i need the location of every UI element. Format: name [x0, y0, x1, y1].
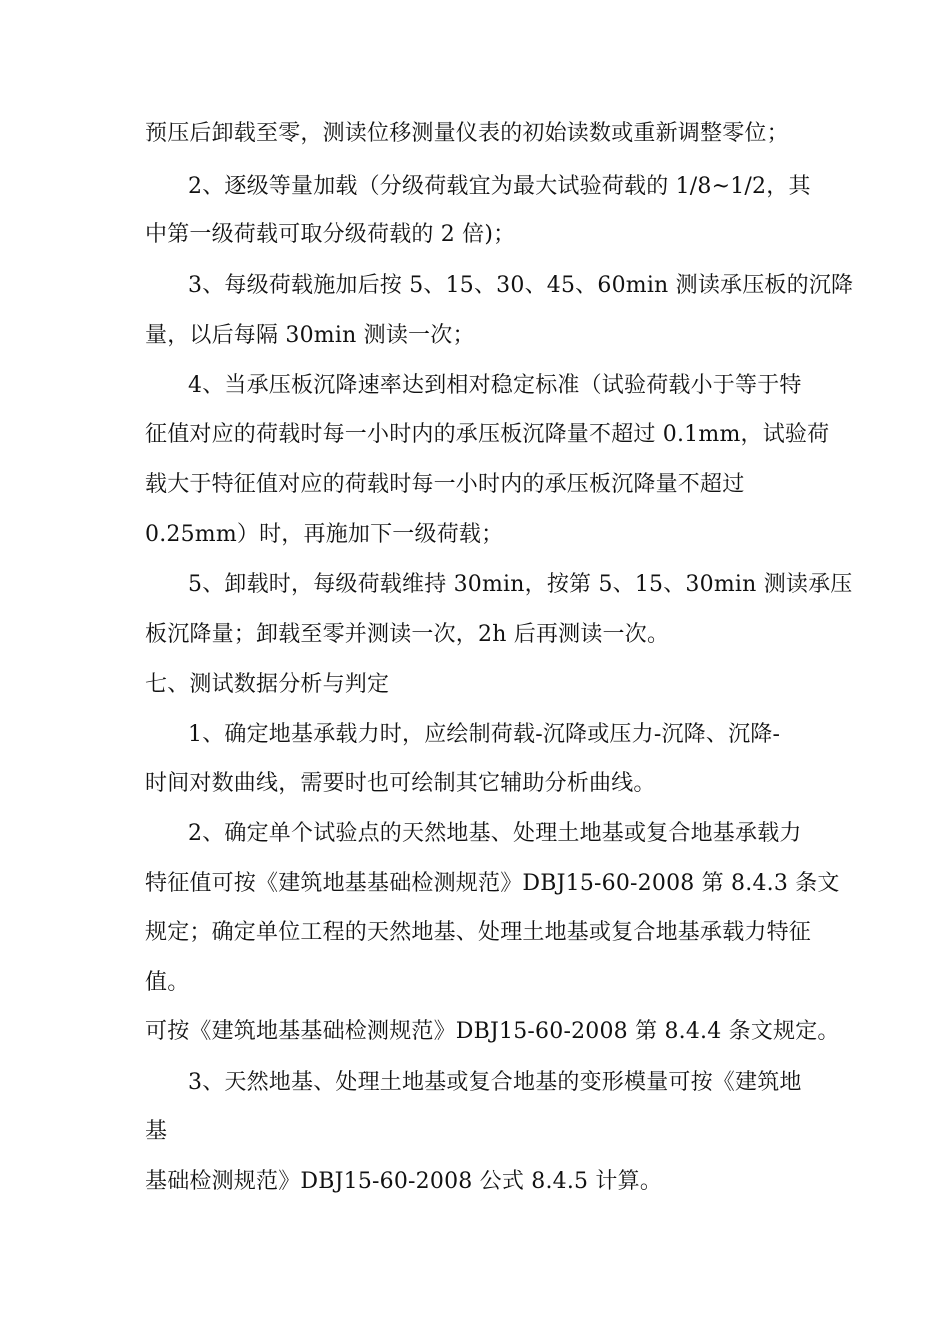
paragraph-line: 0.25mm）时，再施加下一级荷载； — [145, 522, 504, 547]
paragraph-line: 5、卸载时，每级荷载维持 30min，按第 5、15、30min 测读承压 — [188, 572, 853, 597]
paragraph-line: 4、当承压板沉降速率达到相对稳定标准（试验荷载小于等于特 — [188, 373, 802, 398]
paragraph-line: 1、确定地基承载力时，应绘制荷载-沉降或压力-沉降、沉降- — [188, 722, 781, 747]
paragraph-line: 征值对应的荷载时每一小时内的承压板沉降量不超过 0.1mm，试验荷 — [145, 422, 830, 447]
paragraph-line: 基础检测规范》DBJ15-60-2008 公式 8.4.5 计算。 — [145, 1169, 663, 1194]
paragraph-line: 2、确定单个试验点的天然地基、处理土地基或复合地基承载力 — [188, 821, 802, 846]
paragraph-line: 基 — [145, 1119, 168, 1144]
paragraph-line: 载大于特征值对应的荷载时每一小时内的承压板沉降量不超过 — [145, 472, 745, 497]
paragraph-line: 中第一级荷载可取分级荷载的 2 倍)； — [145, 222, 516, 247]
paragraph-line: 量，以后每隔 30min 测读一次； — [145, 323, 475, 348]
paragraph-line: 规定；确定单位工程的天然地基、处理土地基或复合地基承载力特征 — [145, 920, 812, 945]
paragraph-line: 2、逐级等量加载（分级荷载宜为最大试验荷载的 1/8~1/2，其 — [188, 174, 811, 199]
paragraph-line: 可按《建筑地基基础检测规范》DBJ15-60-2008 第 8.4.4 条文规定。 — [145, 1019, 840, 1044]
paragraph-line: 值。 — [145, 970, 190, 995]
paragraph-line: 特征值可按《建筑地基基础检测规范》DBJ15-60-2008 第 8.4.3 条文 — [145, 871, 840, 896]
paragraph-line: 预压后卸载至零，测读位移测量仪表的初始读数或重新调整零位； — [145, 121, 789, 146]
section-heading: 七、测试数据分析与判定 — [145, 672, 390, 697]
paragraph-line: 时间对数曲线，需要时也可绘制其它辅助分析曲线。 — [145, 771, 656, 796]
paragraph-line: 板沉降量；卸载至零并测读一次，2h 后再测读一次。 — [145, 622, 670, 647]
paragraph-line: 3、天然地基、处理土地基或复合地基的变形模量可按《建筑地 — [188, 1070, 802, 1095]
paragraph-line: 3、每级荷载施加后按 5、15、30、45、60min 测读承压板的沉降 — [188, 273, 854, 298]
